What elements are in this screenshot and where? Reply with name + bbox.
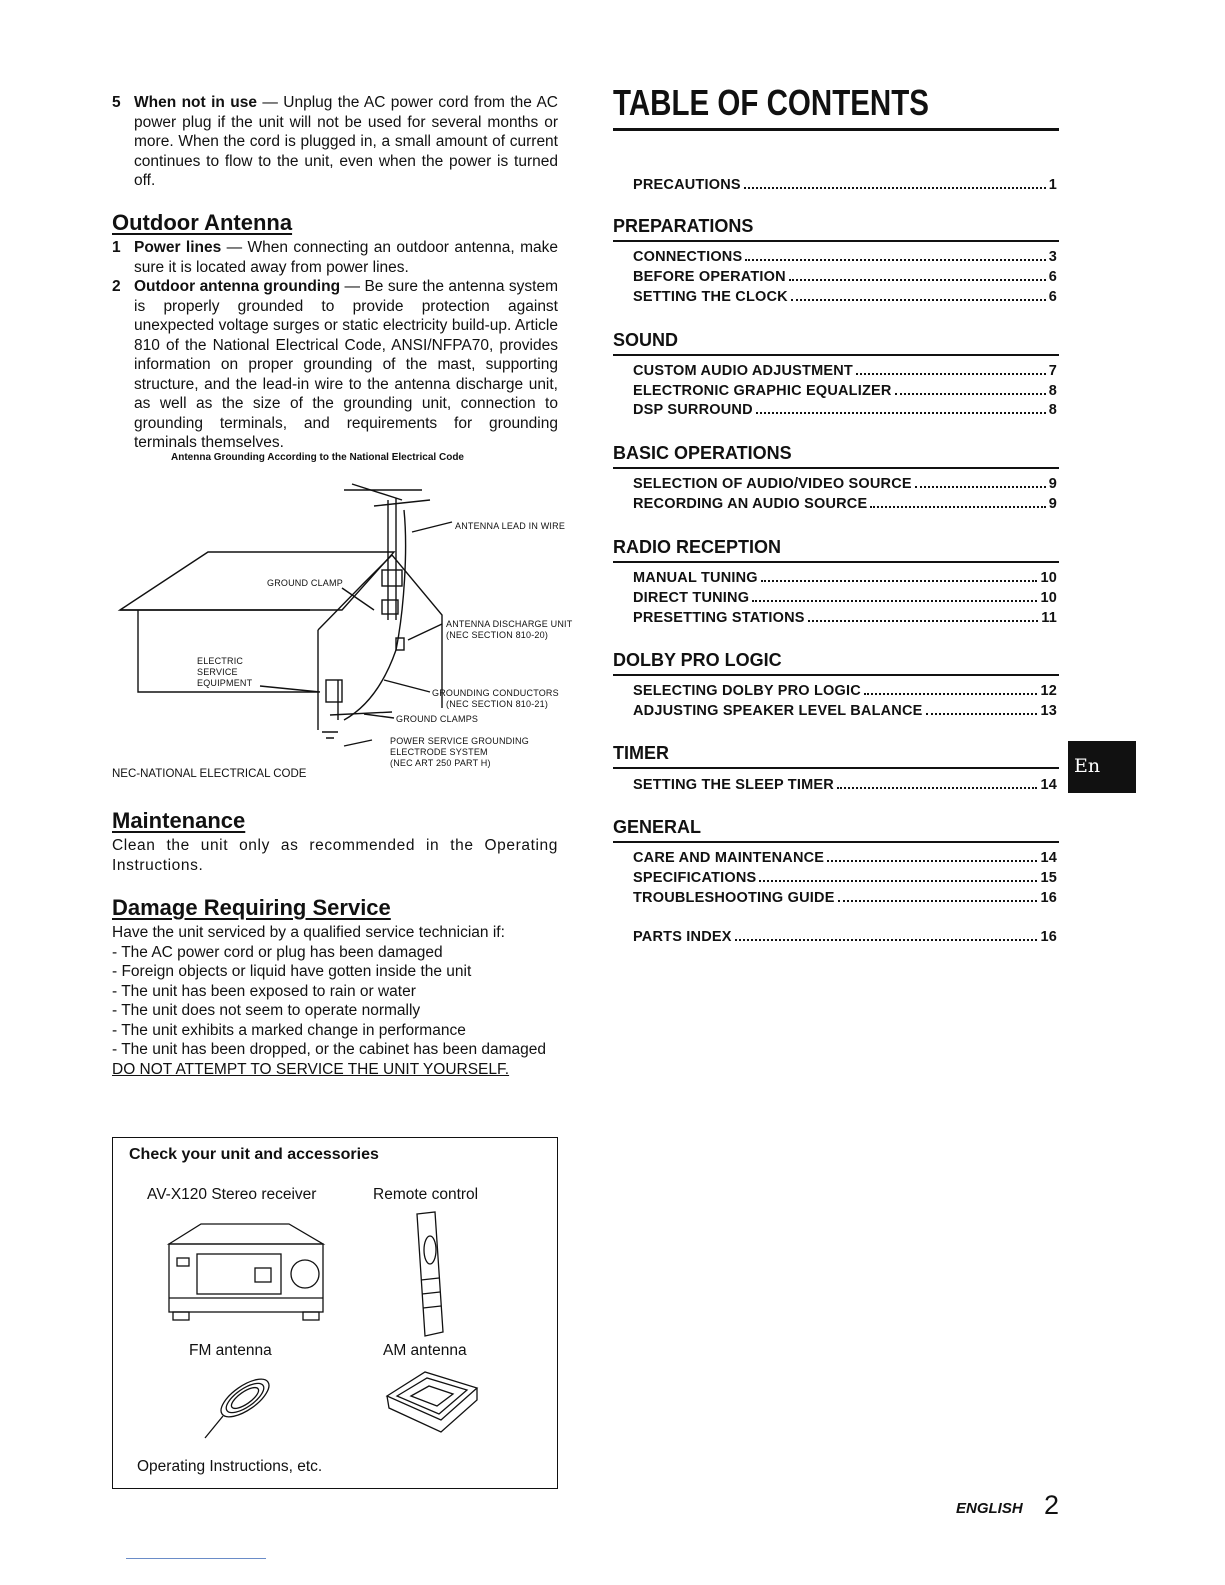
toc-entry-page: 10 [1040,590,1057,606]
toc-entry-title: PRESETTING STATIONS [633,610,805,626]
toc-entry-page: 8 [1048,383,1057,399]
toc-title: TABLE OF CONTENTS [613,82,929,123]
toc-entry-title: ADJUSTING SPEAKER LEVEL BALANCE [633,703,923,719]
toc-leader [744,187,1046,189]
toc-entry-page: 6 [1048,269,1057,285]
receiver-illustration [163,1222,333,1332]
toc-entry[interactable] [633,476,1057,492]
toc-entry-title: PARTS INDEX [633,929,732,945]
accessories-box [112,1137,558,1489]
toc-entry-page: 9 [1048,496,1057,512]
toc-entry-page: 13 [1040,703,1057,719]
toc-entry[interactable] [633,850,1057,866]
item-number: 5 [112,94,121,111]
toc-entry-title: SELECTION OF AUDIO/VIDEO SOURCE [633,476,912,492]
toc-leader [789,279,1046,281]
toc-entry-title: PRECAUTIONS [633,177,741,193]
item-lead: Power lines [134,239,222,256]
maintenance-text: Clean the unit only as recommended in the Operating Instructions. [112,837,558,874]
toc-entry-page: 16 [1040,929,1057,945]
label-power-service: POWER SERVICE GROUNDING [390,736,529,746]
toc-entry[interactable] [633,269,1057,285]
toc-section-rule [613,467,1059,469]
damage-intro: Have the unit serviced by a qualified service technician if: [112,924,505,941]
toc-entry[interactable] [633,402,1057,418]
scan-mark [126,1558,266,1559]
item-lead: Outdoor antenna grounding [134,278,341,295]
label-equipment: EQUIPMENT [197,678,253,688]
label-grounding-conductors: GROUNDING CONDUCTORS [432,688,559,698]
toc-entry-page: 14 [1040,850,1057,866]
toc-entry-page: 6 [1048,289,1057,305]
toc-section-sound: SOUND [613,330,679,350]
toc-leader [864,693,1038,695]
toc-entry[interactable] [633,777,1057,793]
diagram-caption: Antenna Grounding According to the National Electrical Code [171,452,464,463]
toc-leader [759,880,1037,882]
toc-leader [856,373,1046,375]
toc-entry-title: CONNECTIONS [633,249,743,265]
toc-leader [752,600,1037,602]
am-antenna-illustration [381,1366,491,1436]
toc-section-dolby-pro-logic: DOLBY PRO LOGIC [613,650,782,670]
toc-section-rule [613,561,1059,563]
toc-entry[interactable] [633,683,1057,699]
toc-entry-title: SETTING THE CLOCK [633,289,788,305]
toc-entry-title: DSP SURROUND [633,402,753,418]
toc-entry-title: TROUBLESHOOTING GUIDE [633,890,835,906]
toc-entry-page: 10 [1040,570,1057,586]
toc-entry-title: CUSTOM AUDIO ADJUSTMENT [633,363,853,379]
toc-section-basic-operations: BASIC OPERATIONS [613,443,792,463]
toc-section-preparations: PREPARATIONS [613,216,754,236]
toc-entry-title: SELECTING DOLBY PRO LOGIC [633,683,861,699]
item-when-not-in-use [112,93,558,191]
toc-entry-page: 8 [1048,402,1057,418]
toc-entry[interactable] [633,383,1057,399]
label-nec-art: (NEC ART 250 PART H) [390,758,491,768]
toc-section-rule [613,354,1059,356]
toc-entry-title: RECORDING AN AUDIO SOURCE [633,496,868,512]
toc-leader [870,506,1045,508]
list-item: - The unit has been dropped, or the cabinet has been damaged [112,1041,547,1058]
toc-entry-page: 11 [1041,610,1057,626]
label-conductors-section: (NEC SECTION 810-21) [446,699,549,709]
toc-leader [761,580,1038,582]
toc-entry-precautions[interactable] [633,177,1057,193]
toc-entry-title: DIRECT TUNING [633,590,750,606]
item-lead: When not in use [134,94,257,111]
toc-leader [838,900,1038,902]
toc-leader [808,620,1039,622]
toc-leader [745,259,1045,261]
list-item: - The unit exhibits a marked change in performance [112,1021,466,1039]
outdoor-antenna-heading: Outdoor Antenna [112,210,293,235]
toc-entry[interactable] [633,870,1057,886]
damage-section [112,923,558,1079]
label-service: SERVICE [197,667,238,677]
toc-entry-page: 7 [1048,363,1057,379]
toc-entry-title: CARE AND MAINTENANCE [633,850,825,866]
label-electrode-system: ELECTRODE SYSTEM [390,747,488,757]
toc-entry-title: BEFORE OPERATION [633,269,786,285]
toc-entry-title: SPECIFICATIONS [633,870,757,886]
item-text: — Unplug the AC power cord from the AC power plug if the unit will not be used for several months or more. When the cord is plugged in, a small amount of current continues to flow to the unit, even when the power is turned off. [134,94,558,189]
item-power-lines [112,238,558,277]
remote-label: Remote control [373,1186,479,1203]
toc-entry[interactable] [633,570,1057,586]
toc-entry-page: 9 [1048,476,1057,492]
list-item: - The unit does not seem to operate normally [112,1002,421,1019]
toc-entry[interactable] [633,610,1057,626]
toc-entry-page: 3 [1048,249,1057,265]
toc-entry-title: MANUAL TUNING [633,570,758,586]
toc-entry-page: 1 [1048,177,1057,193]
toc-entry-page: 15 [1040,870,1057,886]
label-nec: NEC-NATIONAL ELECTRICAL CODE [112,768,307,780]
toc-section-rule [613,767,1059,769]
item-text: — Be sure the antenna system is properly grounded to provide protection against unexpected voltage surges or static electricity build-up. Article 810 of the National Electrical Code, ANSI/NFPA70, provides information on proper grounding of the mast, supporting structure, and the lead-in wire to the antenna discharge unit, as well as the size of the grounding unit, connection to grounding terminals, and requirements for grounding terminals themselves. [134,278,558,451]
toc-leader [827,860,1037,862]
page-number: 2 [1044,1490,1060,1520]
item-number: 1 [112,239,121,256]
label-electric: ELECTRIC [197,656,244,666]
toc-leader [756,412,1046,414]
receiver-label: AV-X120 Stereo receiver [147,1186,317,1203]
toc-leader [791,299,1046,301]
remote-illustration [409,1210,449,1342]
list-item: - The unit has been exposed to rain or water [112,982,416,1000]
label-discharge-section: (NEC SECTION 810-20) [446,630,549,640]
toc-entry-title: SETTING THE SLEEP TIMER [633,777,834,793]
item-antenna-grounding [112,277,558,453]
list-item: - Foreign objects or liquid have gotten inside the unit [112,963,472,980]
fm-antenna-label: FM antenna [189,1342,272,1359]
item-text: — When connecting an outdoor antenna, make sure it is located away from power lines. [134,239,558,276]
accessories-title: Check your unit and accessories [129,1146,379,1163]
language-tab [1068,741,1136,793]
toc-section-timer: TIMER [613,743,669,763]
toc-entry[interactable] [633,890,1057,906]
toc-leader [837,787,1038,789]
toc-section-radio-reception: RADIO RECEPTION [613,537,782,557]
toc-title-rule [613,128,1059,131]
toc-section-rule [613,674,1059,676]
toc-entry[interactable] [633,703,1057,719]
toc-entry-page: 16 [1040,890,1057,906]
toc-section-rule [613,240,1059,242]
label-ground-clamp: GROUND CLAMP [267,578,343,588]
docs-label: Operating Instructions, etc. [137,1458,323,1475]
toc-entry[interactable] [633,590,1057,606]
toc-entry[interactable] [633,363,1057,379]
footer-language: ENGLISH [956,1500,1023,1517]
damage-heading: Damage Requiring Service [112,895,391,920]
toc-entry[interactable] [633,249,1057,265]
toc-section-rule [613,841,1059,843]
language-tab-label: En [1074,755,1101,777]
label-ground-clamps: GROUND CLAMPS [396,714,479,724]
toc-leader [895,393,1046,395]
toc-entry-page: 12 [1040,683,1057,699]
damage-warning: DO NOT ATTEMPT TO SERVICE THE UNIT YOURSELF. [112,1060,510,1078]
list-item: - The AC power cord or plug has been damaged [112,943,443,961]
label-lead-in-wire: ANTENNA LEAD IN WIRE [455,521,566,531]
toc-entry-title: ELECTRONIC GRAPHIC EQUALIZER [633,383,892,399]
toc-entry[interactable] [633,929,1057,945]
toc-section-general: GENERAL [613,817,702,837]
am-antenna-label: AM antenna [383,1342,467,1359]
fm-antenna-illustration [193,1364,285,1444]
maintenance-heading: Maintenance [112,808,246,833]
toc-leader [735,939,1038,941]
item-number: 2 [112,278,121,295]
toc-entry[interactable] [633,496,1057,512]
toc-leader [926,713,1038,715]
toc-entry-page: 14 [1040,777,1057,793]
label-discharge-unit: ANTENNA DISCHARGE UNIT [446,619,573,629]
toc-entry[interactable] [633,289,1057,305]
toc-leader [915,486,1046,488]
